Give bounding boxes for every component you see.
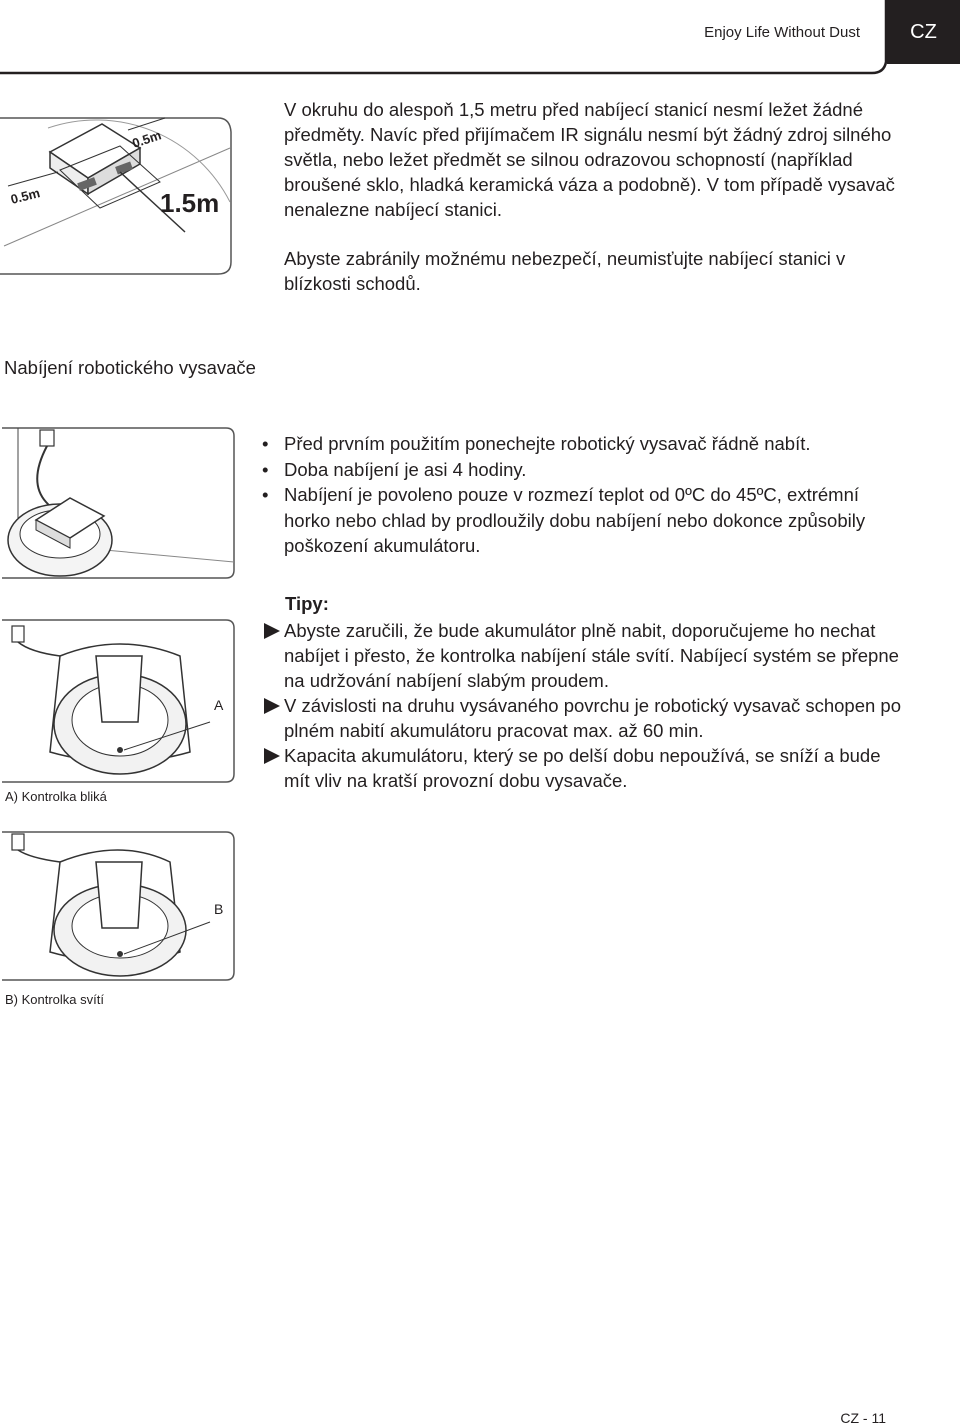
triangle-bullet-icon [264, 623, 280, 639]
page-number: CZ - 11 [840, 1410, 886, 1426]
clearance-diagram [0, 112, 262, 284]
robot-charging-diagram [0, 422, 240, 582]
section-heading: Nabíjení robotického vysavače [4, 357, 256, 378]
label-top-distance: 0.5m [130, 127, 164, 151]
robot-vacuum-icon [50, 644, 190, 774]
list-item: Abyste zaručili, že bude akumulátor plně nabit, doporučujeme ho nechat nabíjet i přesto, že kontrolka nabíjení stále svítí. Nabíjecí systém se přepne na udržování nabíjení slabým proudem. [264, 618, 904, 693]
robot-vacuum-icon [50, 850, 186, 976]
list-item: Kapacita akumulátoru, který se po delší dobu nepoužívá, se sníží a bude mít vliv na kratší provozní dobu vysavače. [264, 743, 904, 793]
list-item: • Před prvním použitím ponechejte robotický vysavač řádně nabít. [262, 431, 902, 457]
language-tab: CZ [887, 0, 960, 64]
list-item: • Nabíjení je povoleno pouze v rozmezí teplot od 0ºC do 45ºC, extrémní horko nebo chlad by prodloužily dobu nabíjení nebo dokonce způsobily poškození akumulátoru. [262, 482, 902, 559]
caption-a: A) Kontrolka bliká [5, 789, 107, 804]
wall-socket-icon [12, 626, 24, 642]
charging-bullets [262, 431, 902, 559]
caption-b: B) Kontrolka svítí [5, 992, 104, 1007]
robot-vacuum-icon [8, 498, 112, 576]
tips-heading: Tipy: [285, 593, 329, 614]
triangle-bullet-icon [264, 698, 280, 714]
marker-b: B [214, 901, 224, 917]
list-item: • Doba nabíjení je asi 4 hodiny. [262, 457, 902, 483]
triangle-bullet-icon [264, 748, 280, 764]
label-radius: 1.5m [160, 188, 220, 218]
list-item: V závislosti na druhu vysávaného povrchu je robotický vysavač schopen po plném nabití akumulátoru pracovat max. až 60 min. [264, 693, 904, 743]
indicator-blinking-diagram [0, 612, 236, 787]
intro-paragraph: V okruhu do alespoň 1,5 metru před nabíjecí stanicí nesmí ležet žádné předměty. Navíc před přijímačem IR signálu nesmí být žádný zdroj silného světla, nebo ležet předmět se silnou odrazovou schopností (například broušené sklo, hladká keramická váza a podobně). V tom případě vysavač nenalezne nabíjecí stanici. [284, 99, 895, 220]
wall-socket-icon [12, 834, 24, 850]
indicator-steady-diagram [0, 826, 236, 986]
label-left-distance: 0.5m [9, 185, 42, 207]
header-title: Enjoy Life Without Dust [704, 24, 860, 41]
tips-list [264, 618, 904, 793]
stairs-warning: Abyste zabránily možnému nebezpečí, neumisťujte nabíjecí stanici v blízkosti schodů. [284, 248, 846, 294]
marker-a: A [214, 697, 224, 713]
wall-socket-icon [40, 430, 54, 446]
